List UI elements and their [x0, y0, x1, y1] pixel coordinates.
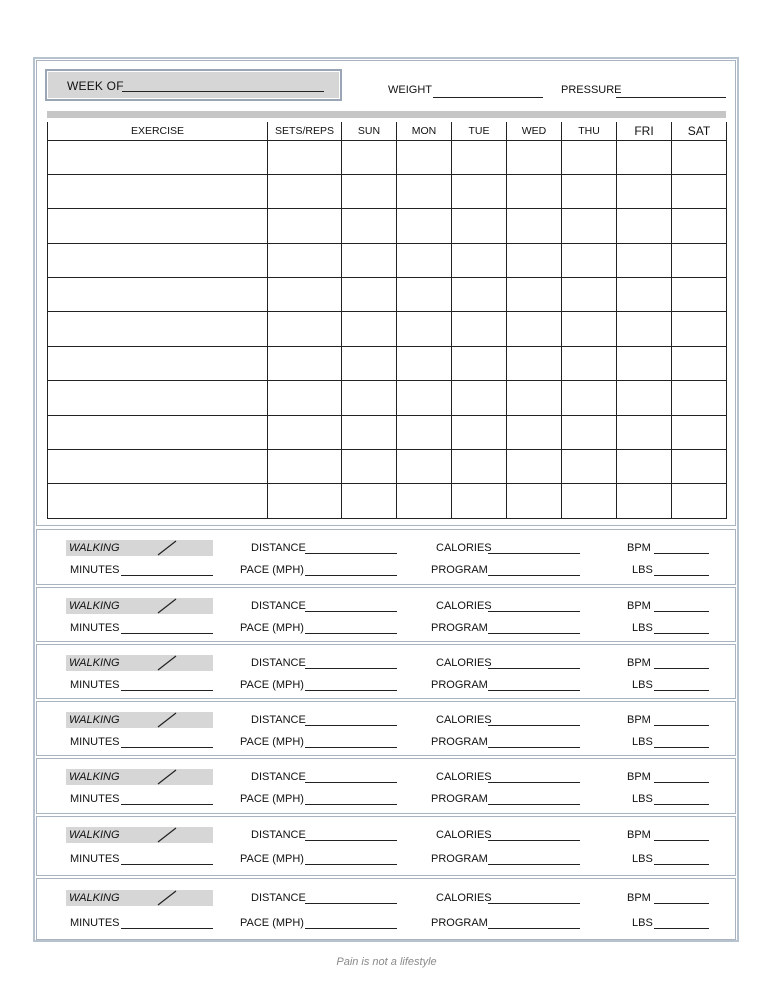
column-header-wed: WED	[507, 122, 562, 140]
column-header-mon: MON	[397, 122, 452, 140]
exercise-row	[48, 450, 727, 484]
bpm-blank[interactable]	[654, 903, 709, 904]
lbs-label: LBS	[632, 917, 653, 929]
lbs-label: LBS	[632, 793, 653, 805]
calories-label: CALORIES	[436, 657, 492, 669]
grid-cell-thu[interactable]	[562, 450, 617, 484]
grid-cell-wed[interactable]	[507, 174, 562, 208]
grid-cell-sun[interactable]	[342, 484, 397, 518]
grid-cell-wed[interactable]	[507, 243, 562, 277]
grid-cell-sun[interactable]	[342, 312, 397, 346]
walking-label: WALKING	[69, 542, 120, 554]
exercise-row	[48, 174, 727, 208]
lbs-label: LBS	[632, 853, 653, 865]
walking-row-1	[37, 655, 735, 671]
walking-section	[36, 701, 736, 756]
pace-label: PACE (MPH)	[240, 853, 304, 865]
grid-cell-thu[interactable]	[562, 209, 617, 243]
program-blank[interactable]	[488, 864, 580, 865]
calories-blank[interactable]	[488, 725, 580, 726]
exercise-row	[48, 312, 727, 346]
walking-label: WALKING	[69, 714, 120, 726]
grid-cell-tue[interactable]	[452, 278, 507, 312]
calories-label: CALORIES	[436, 600, 492, 612]
week-of-blank[interactable]	[122, 91, 324, 92]
walking-tag[interactable]	[66, 827, 213, 843]
grid-cell-thu[interactable]	[562, 278, 617, 312]
walking-section	[36, 644, 736, 699]
walking-tag[interactable]	[66, 655, 213, 671]
grid-cell-wed[interactable]	[507, 381, 562, 415]
distance-label: DISTANCE	[251, 771, 306, 783]
weight-label: WEIGHT	[388, 84, 432, 96]
grid-cell-exercise[interactable]	[48, 243, 268, 277]
program-blank[interactable]	[488, 633, 580, 634]
program-blank[interactable]	[488, 747, 580, 748]
lbs-blank[interactable]	[654, 928, 709, 929]
calories-blank[interactable]	[488, 553, 580, 554]
minutes-label: MINUTES	[70, 853, 120, 865]
exercise-grid	[47, 122, 727, 519]
exercise-row	[48, 278, 727, 312]
exercise-row	[48, 243, 727, 277]
bpm-blank[interactable]	[654, 668, 709, 669]
grid-cell-tue[interactable]	[452, 484, 507, 518]
pace-blank[interactable]	[305, 690, 397, 691]
distance-label: DISTANCE	[251, 542, 306, 554]
grid-cell-thu[interactable]	[562, 381, 617, 415]
slash-mark-icon	[66, 598, 213, 614]
walking-label: WALKING	[69, 829, 120, 841]
grid-cell-tue[interactable]	[452, 243, 507, 277]
grid-cell-mon[interactable]	[397, 450, 452, 484]
weight-field[interactable]	[388, 84, 432, 96]
pace-label: PACE (MPH)	[240, 564, 304, 576]
calories-label: CALORIES	[436, 892, 492, 904]
grid-cell-wed[interactable]	[507, 312, 562, 346]
walking-section	[36, 816, 736, 876]
walking-row-1	[37, 712, 735, 728]
distance-label: DISTANCE	[251, 600, 306, 612]
walking-label: WALKING	[69, 600, 120, 612]
grid-cell-sun[interactable]	[342, 415, 397, 449]
grid-cell-mon[interactable]	[397, 484, 452, 518]
grid-cell-mon[interactable]	[397, 278, 452, 312]
distance-blank[interactable]	[305, 782, 397, 783]
grid-cell-mon[interactable]	[397, 381, 452, 415]
grid-cell-fri[interactable]	[617, 209, 672, 243]
grid-cell-wed[interactable]	[507, 278, 562, 312]
pace-blank[interactable]	[305, 747, 397, 748]
minutes-label: MINUTES	[70, 793, 120, 805]
grid-cell-sets-reps[interactable]	[268, 174, 342, 208]
grid-cell-thu[interactable]	[562, 346, 617, 380]
program-blank[interactable]	[488, 928, 580, 929]
pace-blank[interactable]	[305, 928, 397, 929]
walking-row-2	[37, 791, 735, 807]
grid-cell-mon[interactable]	[397, 415, 452, 449]
distance-blank[interactable]	[305, 903, 397, 904]
grid-cell-sun[interactable]	[342, 278, 397, 312]
lbs-blank[interactable]	[654, 804, 709, 805]
program-label: PROGRAM	[431, 736, 488, 748]
bpm-label: BPM	[627, 771, 651, 783]
walking-row-2	[37, 915, 735, 931]
week-of-field[interactable]	[45, 69, 342, 101]
grid-cell-sets-reps[interactable]	[268, 415, 342, 449]
grid-cell-sun[interactable]	[342, 243, 397, 277]
slash-mark-icon	[66, 712, 213, 728]
grid-cell-sat[interactable]	[672, 174, 727, 208]
pace-blank[interactable]	[305, 633, 397, 634]
walking-section	[36, 758, 736, 814]
grid-cell-wed[interactable]	[507, 484, 562, 518]
grid-cell-exercise[interactable]	[48, 209, 268, 243]
grid-cell-sat[interactable]	[672, 312, 727, 346]
pace-label: PACE (MPH)	[240, 622, 304, 634]
lbs-label: LBS	[632, 564, 653, 576]
grid-cell-mon[interactable]	[397, 174, 452, 208]
exercise-row	[48, 381, 727, 415]
program-label: PROGRAM	[431, 793, 488, 805]
grid-cell-exercise[interactable]	[48, 174, 268, 208]
minutes-blank[interactable]	[121, 864, 213, 865]
column-header-thu: THU	[562, 122, 617, 140]
grid-cell-tue[interactable]	[452, 346, 507, 380]
grid-cell-sun[interactable]	[342, 209, 397, 243]
week-of-label: WEEK OF	[67, 79, 124, 93]
grid-cell-exercise[interactable]	[48, 381, 268, 415]
lbs-blank[interactable]	[654, 747, 709, 748]
walking-row-2	[37, 562, 735, 578]
distance-blank[interactable]	[305, 611, 397, 612]
program-blank[interactable]	[488, 575, 580, 576]
bpm-blank[interactable]	[654, 553, 709, 554]
walking-tag[interactable]	[66, 540, 213, 556]
pace-label: PACE (MPH)	[240, 793, 304, 805]
exercise-row	[48, 346, 727, 380]
grid-cell-sat[interactable]	[672, 450, 727, 484]
grid-cell-wed[interactable]	[507, 450, 562, 484]
distance-blank[interactable]	[305, 553, 397, 554]
grid-cell-exercise[interactable]	[48, 278, 268, 312]
walking-tag[interactable]	[66, 712, 213, 728]
grid-cell-thu[interactable]	[562, 174, 617, 208]
grid-cell-exercise[interactable]	[48, 450, 268, 484]
grid-cell-wed[interactable]	[507, 415, 562, 449]
pressure-blank[interactable]	[616, 97, 726, 98]
exercise-row	[48, 484, 727, 518]
bpm-label: BPM	[627, 714, 651, 726]
grid-cell-sat[interactable]	[672, 346, 727, 380]
distance-label: DISTANCE	[251, 892, 306, 904]
column-header-sets-reps: SETS/REPS	[268, 122, 342, 140]
lbs-label: LBS	[632, 736, 653, 748]
grid-cell-wed[interactable]	[507, 209, 562, 243]
grid-cell-fri[interactable]	[617, 174, 672, 208]
pace-blank[interactable]	[305, 575, 397, 576]
walking-row-1	[37, 540, 735, 556]
minutes-blank[interactable]	[121, 575, 213, 576]
program-label: PROGRAM	[431, 622, 488, 634]
grid-cell-fri[interactable]	[617, 415, 672, 449]
grid-cell-sun[interactable]	[342, 140, 397, 174]
walking-section	[36, 878, 736, 940]
exercise-row	[48, 209, 727, 243]
grid-cell-sat[interactable]	[672, 140, 727, 174]
program-blank[interactable]	[488, 690, 580, 691]
lbs-blank[interactable]	[654, 690, 709, 691]
grid-cell-sun[interactable]	[342, 174, 397, 208]
grid-cell-tue[interactable]	[452, 140, 507, 174]
walking-section	[36, 587, 736, 642]
grid-cell-fri[interactable]	[617, 312, 672, 346]
walking-row-1	[37, 769, 735, 785]
program-blank[interactable]	[488, 804, 580, 805]
grid-cell-sat[interactable]	[672, 243, 727, 277]
header-divider-bar	[47, 111, 726, 118]
grid-cell-sun[interactable]	[342, 346, 397, 380]
walking-section	[36, 529, 736, 585]
grid-cell-tue[interactable]	[452, 381, 507, 415]
calories-label: CALORIES	[436, 542, 492, 554]
pace-blank[interactable]	[305, 864, 397, 865]
walking-row-2	[37, 734, 735, 750]
distance-label: DISTANCE	[251, 829, 306, 841]
weight-blank[interactable]	[433, 97, 543, 98]
grid-cell-sets-reps[interactable]	[268, 278, 342, 312]
grid-cell-mon[interactable]	[397, 209, 452, 243]
pressure-label: PRESSURE	[561, 84, 622, 96]
grid-cell-sets-reps[interactable]	[268, 484, 342, 518]
lbs-label: LBS	[632, 679, 653, 691]
grid-cell-exercise[interactable]	[48, 484, 268, 518]
walking-row-1	[37, 598, 735, 614]
program-label: PROGRAM	[431, 853, 488, 865]
exercise-row	[48, 415, 727, 449]
walking-row-2	[37, 677, 735, 693]
grid-cell-fri[interactable]	[617, 278, 672, 312]
walking-tag[interactable]	[66, 598, 213, 614]
column-header-sun: SUN	[342, 122, 397, 140]
lbs-label: LBS	[632, 622, 653, 634]
grid-cell-exercise[interactable]	[48, 346, 268, 380]
walking-tag[interactable]	[66, 890, 213, 906]
minutes-label: MINUTES	[70, 622, 120, 634]
grid-cell-sun[interactable]	[342, 450, 397, 484]
calories-label: CALORIES	[436, 771, 492, 783]
pace-blank[interactable]	[305, 804, 397, 805]
distance-blank[interactable]	[305, 840, 397, 841]
grid-cell-sets-reps[interactable]	[268, 140, 342, 174]
column-header-sat: SAT	[672, 122, 727, 140]
grid-cell-wed[interactable]	[507, 346, 562, 380]
calories-blank[interactable]	[488, 840, 580, 841]
grid-cell-mon[interactable]	[397, 312, 452, 346]
walking-row-1	[37, 890, 735, 906]
grid-cell-sat[interactable]	[672, 209, 727, 243]
slash-mark-icon	[66, 655, 213, 671]
slash-mark-icon	[66, 540, 213, 556]
minutes-label: MINUTES	[70, 679, 120, 691]
minutes-blank[interactable]	[121, 804, 213, 805]
bpm-label: BPM	[627, 600, 651, 612]
grid-cell-sets-reps[interactable]	[268, 312, 342, 346]
lbs-blank[interactable]	[654, 575, 709, 576]
minutes-label: MINUTES	[70, 736, 120, 748]
grid-cell-thu[interactable]	[562, 140, 617, 174]
walking-label: WALKING	[69, 657, 120, 669]
bpm-label: BPM	[627, 542, 651, 554]
calories-blank[interactable]	[488, 903, 580, 904]
exercise-row	[48, 140, 727, 174]
footer-tagline: Pain is not a lifestyle	[336, 956, 437, 968]
grid-cell-sat[interactable]	[672, 381, 727, 415]
minutes-blank[interactable]	[121, 633, 213, 634]
grid-cell-mon[interactable]	[397, 243, 452, 277]
walking-row-1	[37, 827, 735, 843]
grid-header-row	[48, 122, 727, 140]
column-header-exercise: EXERCISE	[48, 122, 268, 140]
slash-mark-icon	[66, 769, 213, 785]
minutes-blank[interactable]	[121, 747, 213, 748]
grid-cell-mon[interactable]	[397, 140, 452, 174]
grid-cell-fri[interactable]	[617, 484, 672, 518]
distance-label: DISTANCE	[251, 657, 306, 669]
grid-cell-sat[interactable]	[672, 484, 727, 518]
grid-cell-tue[interactable]	[452, 415, 507, 449]
distance-blank[interactable]	[305, 668, 397, 669]
calories-label: CALORIES	[436, 714, 492, 726]
grid-cell-thu[interactable]	[562, 243, 617, 277]
grid-cell-exercise[interactable]	[48, 312, 268, 346]
grid-cell-mon[interactable]	[397, 346, 452, 380]
minutes-label: MINUTES	[70, 564, 120, 576]
grid-cell-exercise[interactable]	[48, 415, 268, 449]
grid-cell-tue[interactable]	[452, 209, 507, 243]
minutes-blank[interactable]	[121, 690, 213, 691]
slash-mark-icon	[66, 890, 213, 906]
grid-cell-thu[interactable]	[562, 484, 617, 518]
walking-label: WALKING	[69, 771, 120, 783]
grid-cell-sets-reps[interactable]	[268, 450, 342, 484]
bpm-label: BPM	[627, 829, 651, 841]
walking-label: WALKING	[69, 892, 120, 904]
bpm-blank[interactable]	[654, 725, 709, 726]
lbs-blank[interactable]	[654, 633, 709, 634]
grid-cell-thu[interactable]	[562, 415, 617, 449]
pace-label: PACE (MPH)	[240, 679, 304, 691]
slash-mark-icon	[66, 827, 213, 843]
calories-blank[interactable]	[488, 611, 580, 612]
walking-row-2	[37, 620, 735, 636]
bpm-blank[interactable]	[654, 611, 709, 612]
grid-cell-sets-reps[interactable]	[268, 381, 342, 415]
column-header-tue: TUE	[452, 122, 507, 140]
lbs-blank[interactable]	[654, 864, 709, 865]
grid-cell-fri[interactable]	[617, 346, 672, 380]
program-label: PROGRAM	[431, 917, 488, 929]
walking-tag[interactable]	[66, 769, 213, 785]
grid-cell-sat[interactable]	[672, 415, 727, 449]
pace-label: PACE (MPH)	[240, 736, 304, 748]
grid-cell-sat[interactable]	[672, 278, 727, 312]
grid-cell-tue[interactable]	[452, 312, 507, 346]
pressure-field[interactable]	[561, 84, 622, 96]
grid-cell-fri[interactable]	[617, 243, 672, 277]
bpm-label: BPM	[627, 657, 651, 669]
calories-label: CALORIES	[436, 829, 492, 841]
bpm-blank[interactable]	[654, 782, 709, 783]
bpm-label: BPM	[627, 892, 651, 904]
grid-cell-sets-reps[interactable]	[268, 243, 342, 277]
distance-blank[interactable]	[305, 725, 397, 726]
bpm-blank[interactable]	[654, 840, 709, 841]
program-label: PROGRAM	[431, 679, 488, 691]
grid-cell-thu[interactable]	[562, 312, 617, 346]
grid-cell-fri[interactable]	[617, 140, 672, 174]
distance-label: DISTANCE	[251, 714, 306, 726]
minutes-label: MINUTES	[70, 917, 120, 929]
grid-cell-sets-reps[interactable]	[268, 346, 342, 380]
minutes-blank[interactable]	[121, 928, 213, 929]
grid-cell-wed[interactable]	[507, 140, 562, 174]
grid-cell-exercise[interactable]	[48, 140, 268, 174]
grid-cell-tue[interactable]	[452, 450, 507, 484]
walking-row-2	[37, 851, 735, 867]
grid-cell-fri[interactable]	[617, 450, 672, 484]
grid-cell-sets-reps[interactable]	[268, 209, 342, 243]
grid-cell-tue[interactable]	[452, 174, 507, 208]
grid-cell-sun[interactable]	[342, 381, 397, 415]
column-header-fri: FRI	[617, 122, 672, 140]
grid-cell-fri[interactable]	[617, 381, 672, 415]
calories-blank[interactable]	[488, 668, 580, 669]
pace-label: PACE (MPH)	[240, 917, 304, 929]
program-label: PROGRAM	[431, 564, 488, 576]
calories-blank[interactable]	[488, 782, 580, 783]
